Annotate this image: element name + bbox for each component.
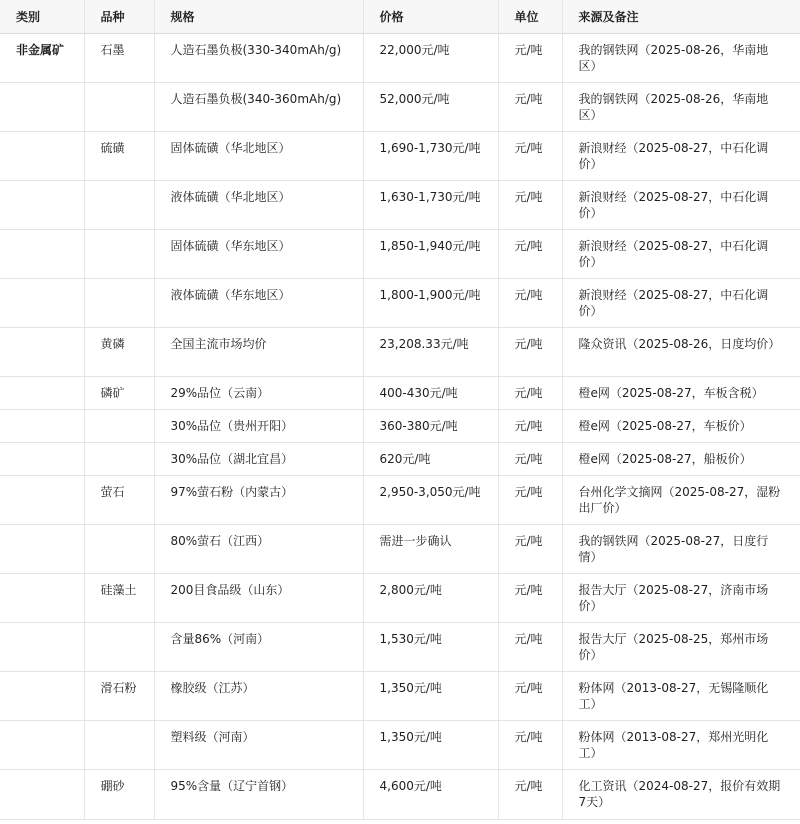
cell-price: 23,208.33元/吨 [363,328,498,377]
cell-spec: 人造石墨负极(330-340mAh/g) [154,34,363,83]
cell-spec: 液体硫磺（华东地区） [154,279,363,328]
cell-spec: 橡胶级（江苏） [154,672,363,721]
cell-category [0,181,84,230]
cell-price: 400-430元/吨 [363,377,498,410]
cell-category [0,279,84,328]
cell-category [0,328,84,377]
cell-source: 报告大厅（2025-08-25，郑州市场价） [562,623,800,672]
cell-spec: 固体硫磺（华东地区） [154,230,363,279]
cell-source: 台州化学文摘网（2025-08-27，湿粉出厂价） [562,476,800,525]
cell-unit: 元/吨 [498,476,562,525]
cell-variety [84,230,154,279]
cell-source: 我的钢铁网（2025-08-26，华南地区） [562,34,800,83]
cell-unit: 元/吨 [498,672,562,721]
cell-price: 52,000元/吨 [363,83,498,132]
cell-price: 1,850-1,940元/吨 [363,230,498,279]
cell-category [0,83,84,132]
cell-price: 360-380元/吨 [363,410,498,443]
table-row [0,328,800,377]
cell-source: 新浪财经（2025-08-27，中石化调价） [562,181,800,230]
cell-variety [84,721,154,770]
cell-category [0,721,84,770]
cell-category [0,132,84,181]
cell-variety [84,279,154,328]
cell-unit: 元/吨 [498,377,562,410]
cell-price: 2,950-3,050元/吨 [363,476,498,525]
table-body [0,34,800,820]
cell-spec: 97%萤石粉（内蒙古） [154,476,363,525]
cell-variety: 硼砂 [84,770,154,820]
cell-variety [84,525,154,574]
cell-source: 新浪财经（2025-08-27，中石化调价） [562,279,800,328]
cell-variety: 黄磷 [84,328,154,377]
cell-price: 1,350元/吨 [363,721,498,770]
cell-spec: 30%品位（贵州开阳） [154,410,363,443]
cell-unit: 元/吨 [498,623,562,672]
cell-unit: 元/吨 [498,721,562,770]
cell-spec: 塑料级（河南） [154,721,363,770]
cell-spec: 含量86%（河南） [154,623,363,672]
cell-source: 新浪财经（2025-08-27，中石化调价） [562,230,800,279]
header-source: 来源及备注 [562,0,800,34]
cell-price: 1,630-1,730元/吨 [363,181,498,230]
cell-unit: 元/吨 [498,328,562,377]
cell-unit: 元/吨 [498,34,562,83]
cell-category: 非金属矿 [0,34,84,83]
cell-category [0,525,84,574]
cell-unit: 元/吨 [498,443,562,476]
table-row [0,721,800,770]
cell-price: 4,600元/吨 [363,770,498,820]
cell-unit: 元/吨 [498,410,562,443]
cell-category [0,476,84,525]
table-row [0,83,800,132]
cell-variety: 萤石 [84,476,154,525]
cell-unit: 元/吨 [498,132,562,181]
cell-price: 1,690-1,730元/吨 [363,132,498,181]
cell-category [0,770,84,820]
cell-price: 2,800元/吨 [363,574,498,623]
cell-source: 化工资讯（2024-08-27，报价有效期7天） [562,770,800,820]
table-row [0,279,800,328]
table-row [0,132,800,181]
table-row [0,230,800,279]
cell-source: 橙e网（2025-08-27，车板含税） [562,377,800,410]
cell-variety [84,410,154,443]
cell-spec: 人造石墨负极(340-360mAh/g) [154,83,363,132]
table-row [0,525,800,574]
cell-variety: 磷矿 [84,377,154,410]
cell-source: 我的钢铁网（2025-08-26，华南地区） [562,83,800,132]
cell-category [0,623,84,672]
cell-source: 新浪财经（2025-08-27，中石化调价） [562,132,800,181]
cell-source: 我的钢铁网（2025-08-27，日度行情） [562,525,800,574]
cell-unit: 元/吨 [498,83,562,132]
cell-category [0,377,84,410]
cell-unit: 元/吨 [498,181,562,230]
cell-price: 需进一步确认 [363,525,498,574]
cell-unit: 元/吨 [498,279,562,328]
cell-spec: 全国主流市场均价 [154,328,363,377]
header-spec: 规格 [154,0,363,34]
cell-spec: 固体硫磺（华北地区） [154,132,363,181]
cell-variety: 硅藻土 [84,574,154,623]
cell-category [0,443,84,476]
cell-variety: 石墨 [84,34,154,83]
cell-variety [84,83,154,132]
header-unit: 单位 [498,0,562,34]
cell-unit: 元/吨 [498,574,562,623]
table-row [0,770,800,820]
header-row [0,0,800,34]
cell-unit: 元/吨 [498,230,562,279]
table-row [0,574,800,623]
table-row [0,377,800,410]
table-row [0,181,800,230]
cell-variety [84,623,154,672]
table-row [0,410,800,443]
cell-price: 1,530元/吨 [363,623,498,672]
cell-source: 隆众资讯（2025-08-26，日度均价） [562,328,800,377]
header-price: 价格 [363,0,498,34]
header-variety: 品种 [84,0,154,34]
cell-category [0,574,84,623]
table-row [0,623,800,672]
cell-variety: 滑石粉 [84,672,154,721]
cell-category [0,410,84,443]
cell-source: 报告大厅（2025-08-27，济南市场价） [562,574,800,623]
cell-spec: 80%萤石（江西） [154,525,363,574]
table-row [0,476,800,525]
cell-spec: 29%品位（云南） [154,377,363,410]
table-row [0,34,800,83]
table-row [0,672,800,721]
cell-category [0,672,84,721]
cell-category [0,230,84,279]
cell-price: 1,350元/吨 [363,672,498,721]
cell-variety: 硫磺 [84,132,154,181]
cell-variety [84,443,154,476]
cell-spec: 液体硫磺（华北地区） [154,181,363,230]
cell-price: 620元/吨 [363,443,498,476]
cell-price: 22,000元/吨 [363,34,498,83]
header-category: 类别 [0,0,84,34]
table-row [0,443,800,476]
cell-unit: 元/吨 [498,525,562,574]
cell-source: 橙e网（2025-08-27，船板价） [562,443,800,476]
cell-unit: 元/吨 [498,770,562,820]
cell-spec: 95%含量（辽宁首钢） [154,770,363,820]
cell-source: 橙e网（2025-08-27，车板价） [562,410,800,443]
cell-spec: 30%品位（湖北宜昌） [154,443,363,476]
cell-source: 粉体网（2013-08-27，无锡隆顺化工） [562,672,800,721]
cell-variety [84,181,154,230]
cell-spec: 200目食品级（山东） [154,574,363,623]
cell-source: 粉体网（2013-08-27，郑州光明化工） [562,721,800,770]
cell-price: 1,800-1,900元/吨 [363,279,498,328]
